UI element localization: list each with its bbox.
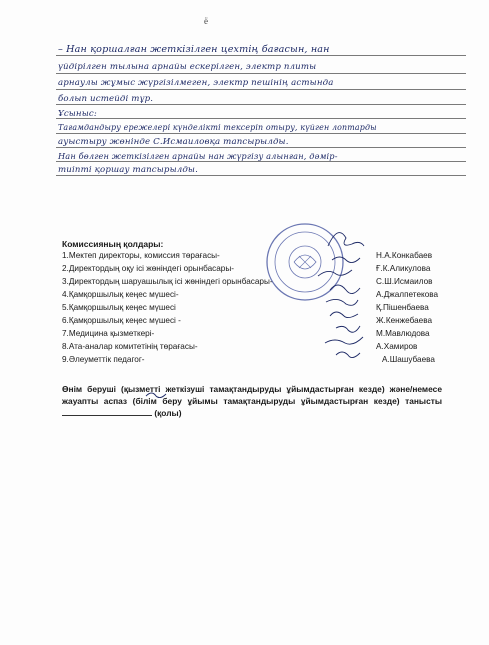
signature-scribbles bbox=[146, 233, 364, 398]
member-role: 9.Әлеуметтік педагог- bbox=[62, 355, 145, 364]
handwritten-line: болып истейді тұр. bbox=[58, 94, 154, 104]
member-name: Ғ.К.Аликулова bbox=[376, 264, 431, 273]
member-name: С.Ш.Исмаилов bbox=[376, 277, 433, 286]
member-role: 1.Мектеп директоры, комиссия төрағасы- bbox=[62, 251, 220, 260]
signature-suffix: (қолы) bbox=[154, 408, 182, 418]
handwritten-line: Ұсыныс: bbox=[58, 109, 97, 119]
member-role: 8.Ата-аналар комитетінің төрағасы- bbox=[62, 342, 198, 351]
member-role: 2.Директордың оқу ісі жөніндегі орынбасары- bbox=[62, 264, 234, 273]
signature-blank bbox=[62, 407, 152, 416]
handwritten-line: – Нан қоршалған жеткізілген цехтің бағасын, нан bbox=[58, 44, 330, 55]
member-name: Ж.Кенжебаева bbox=[376, 316, 433, 325]
member-role: 6.Қамқоршылық кеңес мүшесі - bbox=[62, 316, 181, 325]
member-role: 4.Қамқоршылық кеңес мүшесі- bbox=[62, 290, 179, 299]
member-name: А.Джалпетекова bbox=[376, 290, 439, 299]
member-name: Қ.Пішенбаева bbox=[376, 303, 429, 312]
commission-heading: Комиссияның қолдары: bbox=[62, 239, 164, 249]
member-name: А.Хамиров bbox=[376, 342, 418, 351]
top-mark: ё bbox=[204, 16, 208, 26]
member-role: 7.Медицина қызметкері- bbox=[62, 329, 155, 338]
handwritten-line: ауыстыру жөнінде С.Исмаиловқа тапсырылды. bbox=[58, 137, 289, 147]
member-role: 5.Қамқоршылық кеңес мүшесі bbox=[62, 303, 176, 312]
acknowledgment-body: Өнім беруші (қызметті жеткізуші тамақтандыруды ұйымдастырған кезде) және/немесе жауапты аспаз (білім беру ұйымы тамақтандыруды ұйымдастырған кезде) танысты bbox=[62, 384, 442, 406]
acknowledgment-text bbox=[62, 383, 442, 419]
member-name: А.Шашубаева bbox=[382, 355, 435, 364]
handwritten-line: тиіпті қоршау тапсырылды. bbox=[58, 165, 198, 175]
member-name: Н.А.Конкабаев bbox=[376, 251, 433, 260]
handwritten-line: арнаулы жұмыс жүргізілмеген, электр пешінің астында bbox=[58, 78, 334, 88]
member-role: 3.Директордың шаруашылық ісі жөніндегі орынбасары- bbox=[62, 277, 273, 286]
handwritten-line: үйдірілген тылына арнайы ескерілген, электр плиты bbox=[58, 62, 317, 72]
member-name: М.Мавлюдова bbox=[376, 329, 430, 338]
handwritten-line: Тағамдандыру ережелері күнделікті тексеріп отыру, күйген лоптарды bbox=[58, 123, 377, 132]
handwritten-line: Нан бөлген жеткізілген арнайы нан жүргізу алынған, дәмір- bbox=[58, 151, 338, 161]
